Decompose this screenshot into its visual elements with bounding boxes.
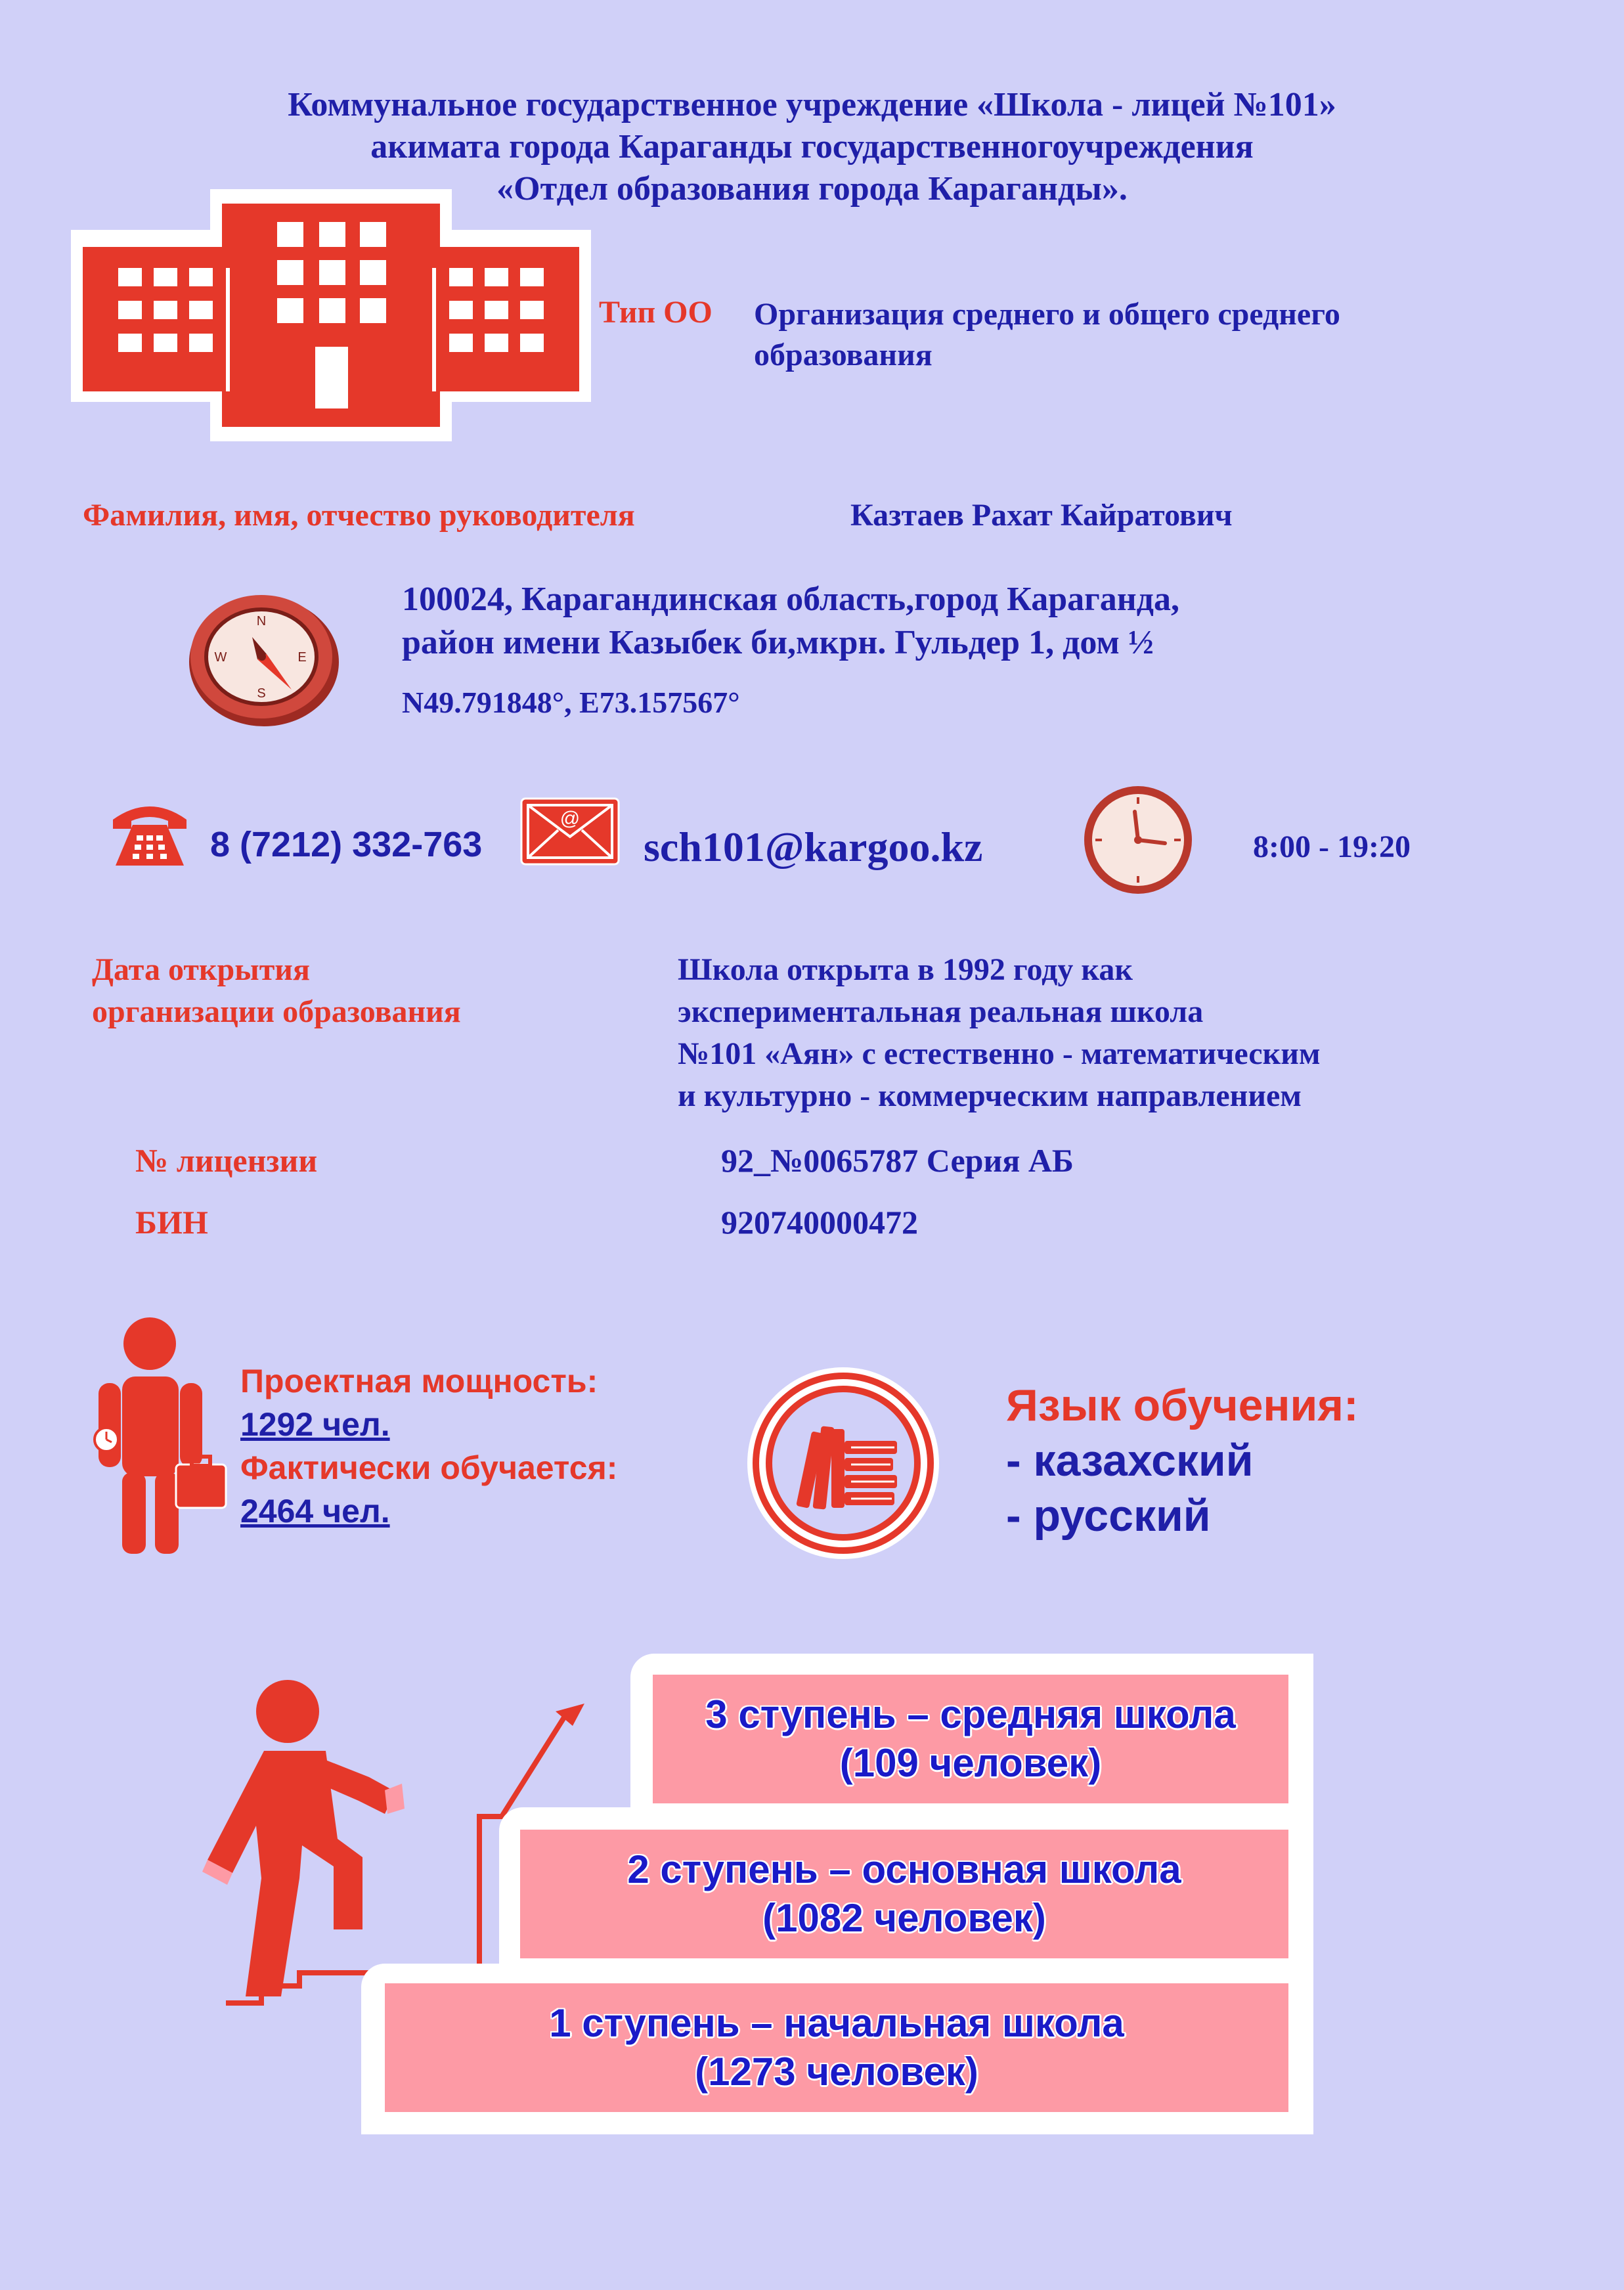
opening-line-4: и культурно - коммерческим направлением <box>678 1078 1302 1113</box>
step-2-box <box>520 1830 1288 1958</box>
phone-number[interactable]: 8 (7212) 332-763 <box>210 825 483 864</box>
person-briefcase-icon <box>92 1316 230 1555</box>
opening-label <box>92 949 461 1033</box>
opening-label-line-1: Дата открытия <box>92 952 310 987</box>
license-value: 92_№0065787 Серия АБ <box>721 1142 1074 1179</box>
step-3-box <box>653 1675 1288 1803</box>
language-item-kazakh: - казахский <box>1006 1436 1254 1486</box>
language-title: Язык обучения: <box>1006 1380 1359 1430</box>
opening-line-2: экспериментальная реальная школа <box>678 994 1204 1029</box>
coordinates: N49.791848°, E73.157567° <box>402 686 740 719</box>
address-block <box>402 578 1179 665</box>
opening-line-3: №101 «Аян» с естественно - математическим <box>678 1036 1321 1071</box>
working-hours: 8:00 - 19:20 <box>1253 829 1411 864</box>
step-1-box <box>385 1983 1288 2112</box>
phone-icon <box>110 797 189 868</box>
bin-label: БИН <box>135 1204 208 1241</box>
opening-line-1: Школа открыта в 1992 году как <box>678 952 1133 987</box>
email-link[interactable]: sch101@kargoo.kz <box>644 824 983 870</box>
org-type-line-1: Организация среднего и общего среднего <box>754 297 1340 332</box>
books-icon <box>746 1366 940 1560</box>
svg-text:S: S <box>257 686 266 701</box>
actual-students-label: Фактически обучается: <box>240 1449 618 1486</box>
opening-description <box>678 949 1321 1117</box>
design-capacity-label: Проектная мощность: <box>240 1363 598 1399</box>
step-1-count: (1273 человек) <box>695 2050 978 2094</box>
director-label: Фамилия, имя, отчество руководителя <box>83 498 635 533</box>
org-type-label: Тип ОО <box>599 295 713 330</box>
step-3-title: 3 ступень – средняя школа <box>705 1692 1236 1736</box>
svg-text:@: @ <box>560 808 581 829</box>
language-item-russian: - русский <box>1006 1491 1211 1541</box>
step-2-count: (1082 человек) <box>762 1896 1046 1940</box>
step-2-title: 2 ступень – основная школа <box>627 1847 1181 1891</box>
mail-icon <box>520 797 620 866</box>
opening-label-line-2: организации образования <box>92 994 461 1029</box>
compass-icon <box>187 591 341 729</box>
director-name: Казтаев Рахат Кайратович <box>850 498 1233 533</box>
address-line-2: район имени Казыбек би,мкрн. Гульдер 1, дом ½ <box>402 624 1154 661</box>
bin-value: 920740000472 <box>721 1204 918 1241</box>
header-line-1: Коммунальное государственное учреждение «Школа - лицей №101» <box>288 86 1336 123</box>
header-line-3: «Отдел образования города Караганды». <box>496 170 1128 208</box>
svg-text:E: E <box>297 650 307 665</box>
address-line-1: 100024, Карагандинская область,город Караганда, <box>402 581 1179 618</box>
org-type-line-2: образования <box>754 338 933 372</box>
clock-icon <box>1082 784 1194 896</box>
org-type-value <box>754 294 1542 376</box>
step-1-title: 1 ступень – начальная школа <box>549 2001 1124 2045</box>
svg-text:N: N <box>256 614 267 628</box>
design-capacity-value: 1292 чел. <box>240 1406 390 1443</box>
step-3-count: (109 человек) <box>839 1741 1102 1785</box>
svg-text:W: W <box>214 650 227 665</box>
language-block <box>1006 1378 1359 1543</box>
capacity-block <box>240 1359 617 1533</box>
school-building-icon <box>71 189 591 441</box>
actual-students-value: 2464 чел. <box>240 1493 390 1530</box>
license-label: № лицензии <box>135 1142 318 1179</box>
header-line-2: акимата города Караганды государственногоучреждения <box>370 128 1254 165</box>
